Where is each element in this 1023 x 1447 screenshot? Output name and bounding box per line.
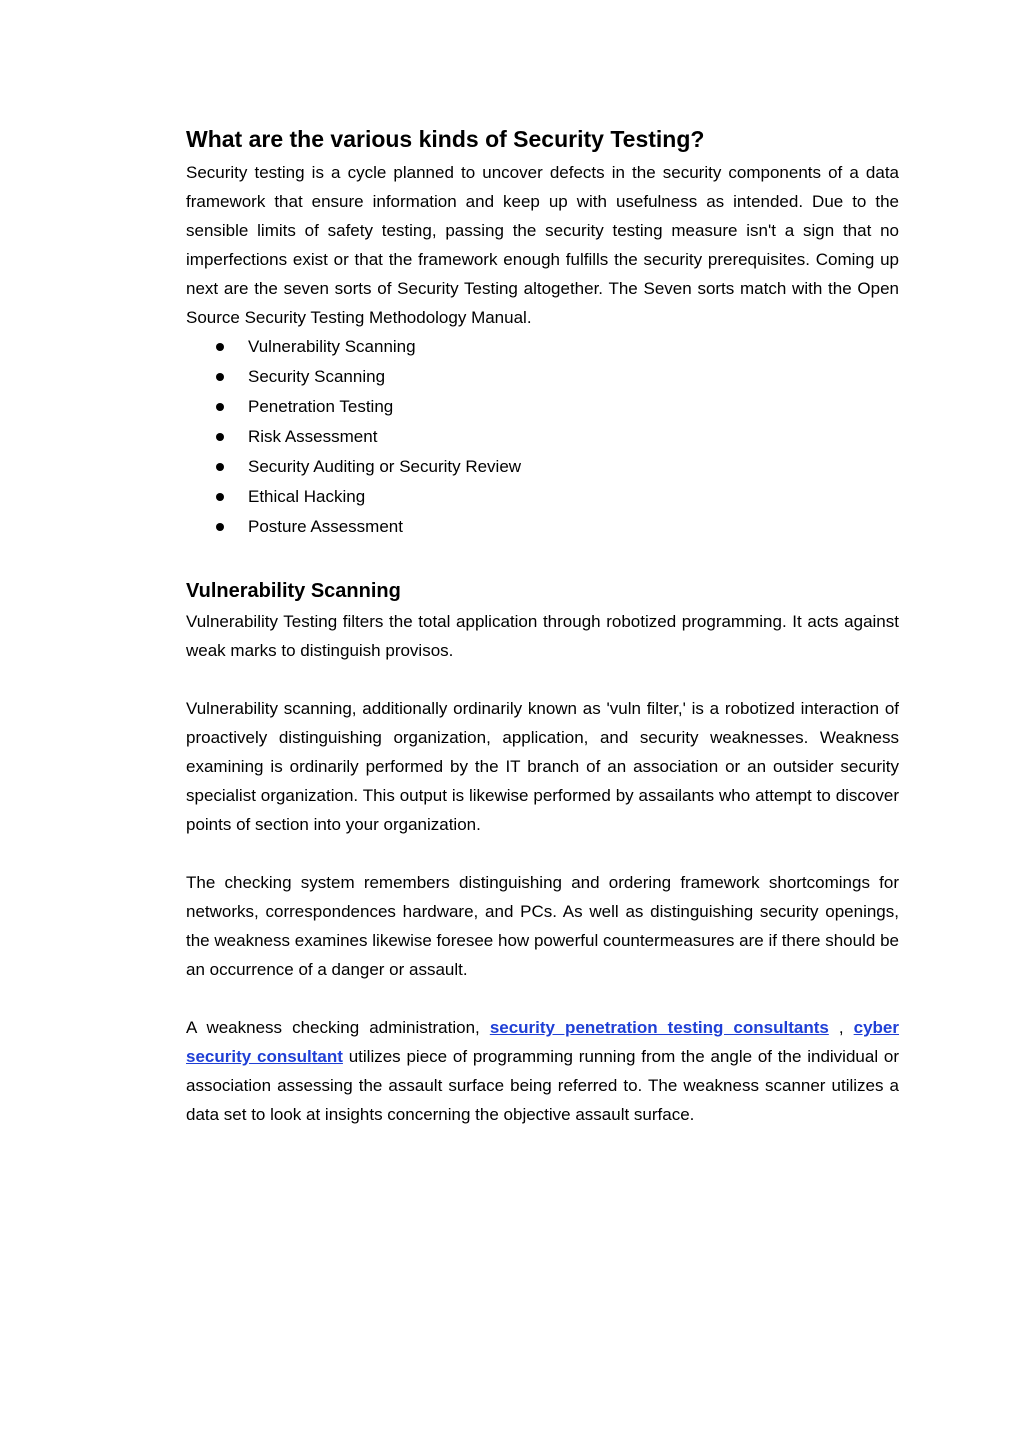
bullet-icon bbox=[216, 373, 224, 381]
list-item-label: Security Auditing or Security Review bbox=[248, 457, 522, 476]
paragraph-spacer bbox=[186, 839, 899, 868]
list-item bbox=[216, 362, 899, 392]
paragraph-spacer bbox=[186, 984, 899, 1013]
list-item-label: Security Scanning bbox=[248, 367, 386, 386]
section-paragraph-3: The checking system remembers distinguishing and ordering framework shortcomings for networks, correspondences hardware, and PCs. As well as distinguishing security openings, the weakness examines likewise foresee how powerful countermeasures are if there should be an occurrence of a danger or assault. bbox=[186, 873, 899, 979]
paragraph-text: A weakness checking administration, bbox=[186, 1018, 490, 1037]
document-page bbox=[186, 124, 899, 1129]
paragraph-spacer bbox=[186, 665, 899, 694]
intro-paragraph: Security testing is a cycle planned to uncover defects in the security components of a data framework that ensure information and keep up with usefulness as intended. Due to the sensible limits of safety testing, passing the security testing measure isn't a sign that no imperfections exist or that the framework enough fulfills the security prerequisites. Coming up next are the seven sorts of Security Testing altogether. The Seven sorts match with the Open Source Security Testing Methodology Manual. bbox=[186, 163, 899, 327]
paragraph-text: utilizes piece of programming running from the angle of the individual or association assessing the assault surface being referred to. The weakness scanner utilizes a data set to look at insights concerning the objective assault surface. bbox=[186, 1047, 899, 1124]
bullet-icon bbox=[216, 433, 224, 441]
section-heading: Vulnerability Scanning bbox=[186, 580, 401, 602]
list-item bbox=[216, 332, 899, 362]
security-testing-types-list bbox=[186, 332, 899, 542]
bullet-icon bbox=[216, 523, 224, 531]
page-title: What are the various kinds of Security Testing? bbox=[186, 126, 705, 152]
bullet-icon bbox=[216, 493, 224, 501]
list-item-label: Penetration Testing bbox=[248, 397, 394, 416]
list-item bbox=[216, 512, 899, 542]
list-item bbox=[216, 482, 899, 512]
list-item bbox=[216, 422, 899, 452]
security-penetration-testing-consultants-link[interactable]: security penetration testing consultants bbox=[489, 1018, 829, 1037]
section-paragraph-4 bbox=[186, 1013, 899, 1129]
list-item-label: Risk Assessment bbox=[248, 427, 378, 446]
list-item bbox=[216, 392, 899, 422]
list-item bbox=[216, 452, 899, 482]
bullet-icon bbox=[216, 403, 224, 411]
cyber-security-consultant-link[interactable]: cyber security consultant bbox=[186, 1018, 900, 1066]
list-item-label: Vulnerability Scanning bbox=[248, 337, 416, 356]
section-paragraph-1: Vulnerability Testing filters the total application through robotized programming. It acts against weak marks to distinguish provisos. bbox=[186, 612, 899, 660]
bullet-icon bbox=[216, 463, 224, 471]
section-paragraph-2: Vulnerability scanning, additionally ordinarily known as 'vuln filter,' is a robotized interaction of proactively distinguishing organization, application, and security weaknesses. Weakness examining is ordinarily performed by the IT branch of an association or an outsider security specialist organization. This output is likewise performed by assailants who attempt to discover points of section into your organization. bbox=[186, 699, 899, 834]
list-item-label: Ethical Hacking bbox=[248, 487, 366, 506]
bullet-icon bbox=[216, 343, 224, 351]
paragraph-text: , bbox=[828, 1018, 854, 1037]
list-item-label: Posture Assessment bbox=[248, 517, 403, 536]
